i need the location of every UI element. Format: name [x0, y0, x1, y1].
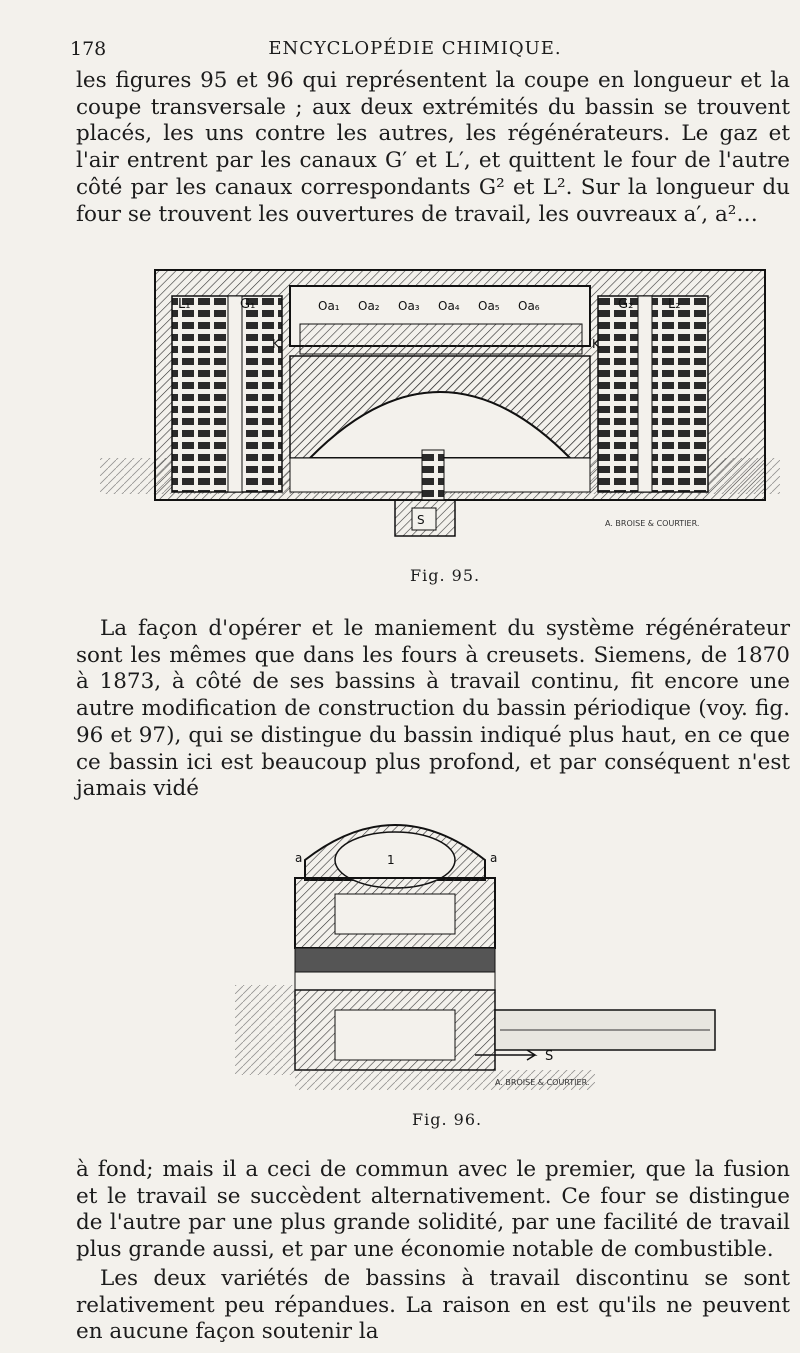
label-s: S	[417, 513, 425, 527]
label-a4: Oa₄	[438, 299, 460, 313]
paragraph-1: les figures 95 et 96 qui représentent la coupe en longueur et la coupe transversale ; aux deux extrémités du bassin se trouvent placés, les uns contre les autres, les régénérateurs. Le gaz et l'air entrent par les canaux G′ et L′, et quittent le four de l'autre côté par les canaux correspondants G² et L². Sur la longueur du four se trouvent les ouvertures de travail, les ouvreaux a′, a²…	[76, 68, 790, 227]
regenerator-right	[598, 296, 708, 492]
flue-channel	[422, 450, 444, 500]
figure-96-furnace-section	[235, 810, 725, 1110]
label-a-left: a	[295, 851, 303, 865]
label-g2: G₂	[618, 297, 634, 312]
paragraph-2: La façon d'opérer et le maniement du système régénérateur sont les mêmes que dans les fours à creusets. Siemens, de 1870 à 1873, à côté de ses bassins à travail continu, fit encore une autre modification de construction du bassin périodique (voy. fig. 96 et 97), qui se distingue du bassin indiqué plus haut, en ce que ce bassin ici est beaucoup plus profond, et par conséquent n'est jamais vidé	[76, 616, 790, 802]
regenerator-left	[172, 296, 282, 492]
paragraph-4: Les deux variétés de bassins à travail discontinu se sont relativement peu répandues. La raison en est qu'ils ne peuvent en aucune façon soutenir la	[76, 1266, 790, 1345]
label-a5: Oa₅	[478, 299, 500, 313]
label-g1: G₁	[240, 297, 256, 312]
label-a1: Oa₁	[318, 299, 340, 313]
label-a-right: a	[490, 851, 498, 865]
label-center: 1	[387, 853, 395, 867]
label-l1: L₁	[178, 297, 191, 312]
label-k-right: K	[592, 337, 600, 351]
page-header	[70, 38, 760, 66]
figure-96-caption: Fig. 96.	[412, 1110, 483, 1129]
engraver-credit: A. BROISE & COURTIER.	[605, 519, 700, 528]
bath-hearth	[300, 324, 582, 354]
label-s-96: S	[545, 1049, 554, 1064]
paragraph-3: à fond; mais il a ceci de commun avec le premier, que la fusion et le travail se succèdent alternativement. Ce four se distingue de l'autre par une plus grande solidité, par une facilité de travail plus grande aussi, et par une économie notable de combustible.	[76, 1157, 790, 1263]
running-head: ENCYCLOPÉDIE CHIMIQUE.	[268, 38, 562, 59]
label-a6: Oa₆	[518, 299, 540, 313]
figure-95-caption: Fig. 95.	[410, 566, 481, 585]
label-a3: Oa₃	[398, 299, 420, 313]
page-number: 178	[70, 38, 107, 60]
label-k-left: K	[272, 337, 280, 351]
label-a2: Oa₂	[358, 299, 380, 313]
label-l2: L₂	[668, 297, 681, 312]
engraver-credit-96: A. BROISE & COURTIER.	[495, 1078, 590, 1087]
figure-95-furnace-section	[100, 236, 780, 556]
